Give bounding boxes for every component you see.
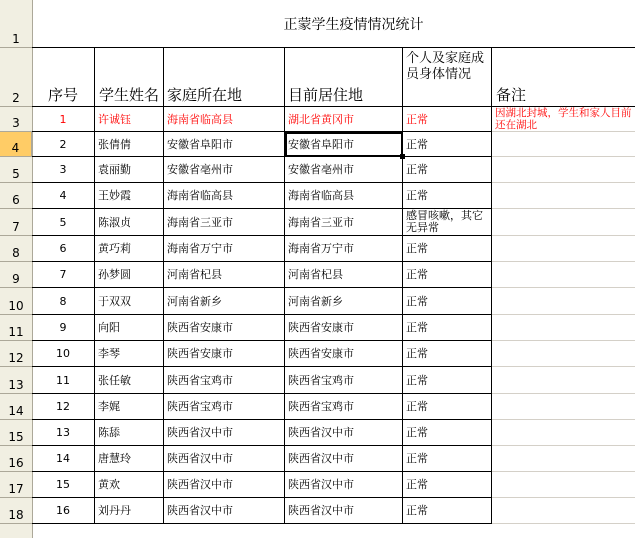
- cell-remarks[interactable]: [492, 132, 635, 157]
- cell-student-name[interactable]: 向阳: [95, 315, 164, 341]
- cell-health-status[interactable]: 正常: [403, 183, 492, 209]
- cell-seq[interactable]: 4: [32, 183, 95, 209]
- cell-home-location[interactable]: 陕西省安康市: [164, 315, 285, 341]
- cell-seq[interactable]: 7: [32, 262, 95, 288]
- cell-remarks[interactable]: 因湖北封城，学生和家人目前还在湖北: [492, 107, 635, 132]
- header-student-name[interactable]: 学生姓名: [95, 48, 164, 107]
- cell-health-status[interactable]: 正常: [403, 472, 492, 498]
- cell-remarks[interactable]: [492, 157, 635, 183]
- cell-student-name[interactable]: 黄欢: [95, 472, 164, 498]
- cell-remarks[interactable]: [492, 236, 635, 262]
- cell-student-name[interactable]: 李琴: [95, 341, 164, 367]
- cell-seq[interactable]: 14: [32, 446, 95, 472]
- cell-health-status[interactable]: 正常: [403, 498, 492, 524]
- cell-health-status[interactable]: 感冒咳嗽，其它无异常: [403, 209, 492, 236]
- cell-student-name[interactable]: 刘丹丹: [95, 498, 164, 524]
- cell-home-location[interactable]: 海南省临高县: [164, 183, 285, 209]
- cell-health-status[interactable]: 正常: [403, 262, 492, 288]
- header-seq[interactable]: 序号: [32, 48, 95, 107]
- row-number-12[interactable]: 12: [0, 341, 32, 367]
- cell-home-location[interactable]: 陕西省汉中市: [164, 446, 285, 472]
- cell-current-residence[interactable]: 陕西省汉中市: [285, 420, 403, 446]
- header-health-status[interactable]: 个人及家庭成员身体情况: [403, 48, 492, 107]
- fill-handle[interactable]: [400, 154, 405, 159]
- cell-home-location[interactable]: 陕西省宝鸡市: [164, 367, 285, 394]
- row-number-8[interactable]: 8: [0, 236, 32, 262]
- cell-home-location[interactable]: 海南省临高县: [164, 107, 285, 132]
- cell-current-residence[interactable]: 陕西省安康市: [285, 315, 403, 341]
- cell-home-location[interactable]: 海南省三亚市: [164, 209, 285, 236]
- cell-current-residence[interactable]: 陕西省安康市: [285, 341, 403, 367]
- row-number-2[interactable]: 2: [0, 48, 32, 107]
- cell-home-location[interactable]: 海南省万宁市: [164, 236, 285, 262]
- cell-health-status[interactable]: 正常: [403, 446, 492, 472]
- cell-health-status[interactable]: 正常: [403, 132, 492, 157]
- cell-health-status[interactable]: 正常: [403, 394, 492, 420]
- cell-current-residence[interactable]: 陕西省宝鸡市: [285, 394, 403, 420]
- row-number-7[interactable]: 7: [0, 209, 32, 236]
- cell-health-status[interactable]: 正常: [403, 157, 492, 183]
- cell-remarks[interactable]: [492, 183, 635, 209]
- cell-seq[interactable]: 2: [32, 132, 95, 157]
- cell-seq[interactable]: 10: [32, 341, 95, 367]
- cell-seq[interactable]: 12: [32, 394, 95, 420]
- cell-student-name[interactable]: 唐慧玲: [95, 446, 164, 472]
- cell-home-location[interactable]: 河南省杞县: [164, 262, 285, 288]
- cell-health-status[interactable]: 正常: [403, 107, 492, 132]
- row-number-14[interactable]: 14: [0, 394, 32, 420]
- row-number-13[interactable]: 13: [0, 367, 32, 394]
- cell-health-status[interactable]: 正常: [403, 341, 492, 367]
- cell-current-residence[interactable]: 陕西省汉中市: [285, 498, 403, 524]
- cell-seq[interactable]: 16: [32, 498, 95, 524]
- row-number-5[interactable]: 5: [0, 157, 32, 183]
- cell-seq[interactable]: 11: [32, 367, 95, 394]
- cell-current-residence[interactable]: 湖北省黄冈市: [285, 107, 403, 132]
- cell-remarks[interactable]: [492, 446, 635, 472]
- cell-current-residence[interactable]: 海南省三亚市: [285, 209, 403, 236]
- cell-current-residence[interactable]: 陕西省汉中市: [285, 472, 403, 498]
- cell-current-residence[interactable]: 安徽省阜阳市: [285, 132, 403, 157]
- row-number-4[interactable]: 4: [0, 132, 32, 157]
- row-number-3[interactable]: 3: [0, 107, 32, 132]
- cell-seq[interactable]: 5: [32, 209, 95, 236]
- cell-remarks[interactable]: [492, 288, 635, 315]
- cell-home-location[interactable]: 安徽省阜阳市: [164, 132, 285, 157]
- cell-student-name[interactable]: 李娓: [95, 394, 164, 420]
- cell-health-status[interactable]: 正常: [403, 315, 492, 341]
- cell-remarks[interactable]: [492, 209, 635, 236]
- sheet-title-cell[interactable]: 正蒙学生疫情情况统计: [32, 0, 635, 48]
- cell-health-status[interactable]: 正常: [403, 236, 492, 262]
- cell-student-name[interactable]: 于双双: [95, 288, 164, 315]
- cell-remarks[interactable]: [492, 262, 635, 288]
- cell-current-residence[interactable]: 安徽省亳州市: [285, 157, 403, 183]
- header-current-residence[interactable]: 目前居住地: [285, 48, 403, 107]
- row-number-16[interactable]: 16: [0, 446, 32, 472]
- cell-seq[interactable]: 1: [32, 107, 95, 132]
- cell-student-name[interactable]: 许诚钰: [95, 107, 164, 132]
- cell-remarks[interactable]: [492, 472, 635, 498]
- cell-student-name[interactable]: 孙梦圆: [95, 262, 164, 288]
- cell-current-residence[interactable]: 河南省杞县: [285, 262, 403, 288]
- cell-seq[interactable]: 13: [32, 420, 95, 446]
- cell-health-status[interactable]: 正常: [403, 367, 492, 394]
- cell-current-residence[interactable]: 海南省临高县: [285, 183, 403, 209]
- row-number-1[interactable]: 1: [0, 0, 32, 48]
- cell-remarks[interactable]: [492, 315, 635, 341]
- cell-seq[interactable]: 6: [32, 236, 95, 262]
- cell-student-name[interactable]: 袁丽勤: [95, 157, 164, 183]
- cell-seq[interactable]: 8: [32, 288, 95, 315]
- cell-current-residence[interactable]: 河南省新乡: [285, 288, 403, 315]
- cell-current-residence[interactable]: 陕西省宝鸡市: [285, 367, 403, 394]
- cell-current-residence[interactable]: 海南省万宁市: [285, 236, 403, 262]
- cell-student-name[interactable]: 张任敏: [95, 367, 164, 394]
- cell-home-location[interactable]: 陕西省宝鸡市: [164, 394, 285, 420]
- cell-remarks[interactable]: [492, 498, 635, 524]
- cell-remarks[interactable]: [492, 341, 635, 367]
- cell-seq[interactable]: 15: [32, 472, 95, 498]
- cell-home-location[interactable]: 河南省新乡: [164, 288, 285, 315]
- cell-home-location[interactable]: 陕西省安康市: [164, 341, 285, 367]
- cell-remarks[interactable]: [492, 367, 635, 394]
- cell-remarks[interactable]: [492, 394, 635, 420]
- cell-home-location[interactable]: 陕西省汉中市: [164, 420, 285, 446]
- row-number-15[interactable]: 15: [0, 420, 32, 446]
- row-number-6[interactable]: 6: [0, 183, 32, 209]
- cell-student-name[interactable]: 王妙霞: [95, 183, 164, 209]
- cell-home-location[interactable]: 陕西省汉中市: [164, 498, 285, 524]
- header-home-location[interactable]: 家庭所在地: [164, 48, 285, 107]
- row-number-11[interactable]: 11: [0, 315, 32, 341]
- header-remarks[interactable]: 备注: [492, 48, 635, 107]
- row-number-10[interactable]: 10: [0, 288, 32, 315]
- cell-remarks[interactable]: [492, 420, 635, 446]
- row-number-9[interactable]: 9: [0, 262, 32, 288]
- cell-student-name[interactable]: 黄巧莉: [95, 236, 164, 262]
- cell-health-status[interactable]: 正常: [403, 288, 492, 315]
- cell-health-status[interactable]: 正常: [403, 420, 492, 446]
- cell-student-name[interactable]: 陈舔: [95, 420, 164, 446]
- cell-current-residence[interactable]: 陕西省汉中市: [285, 446, 403, 472]
- cell-student-name[interactable]: 张倩倩: [95, 132, 164, 157]
- cell-seq[interactable]: 9: [32, 315, 95, 341]
- row-number-18[interactable]: 18: [0, 498, 32, 524]
- row-number-17[interactable]: 17: [0, 472, 32, 498]
- cell-home-location[interactable]: 陕西省汉中市: [164, 472, 285, 498]
- cell-seq[interactable]: 3: [32, 157, 95, 183]
- cell-home-location[interactable]: 安徽省亳州市: [164, 157, 285, 183]
- cell-student-name[interactable]: 陈淑贞: [95, 209, 164, 236]
